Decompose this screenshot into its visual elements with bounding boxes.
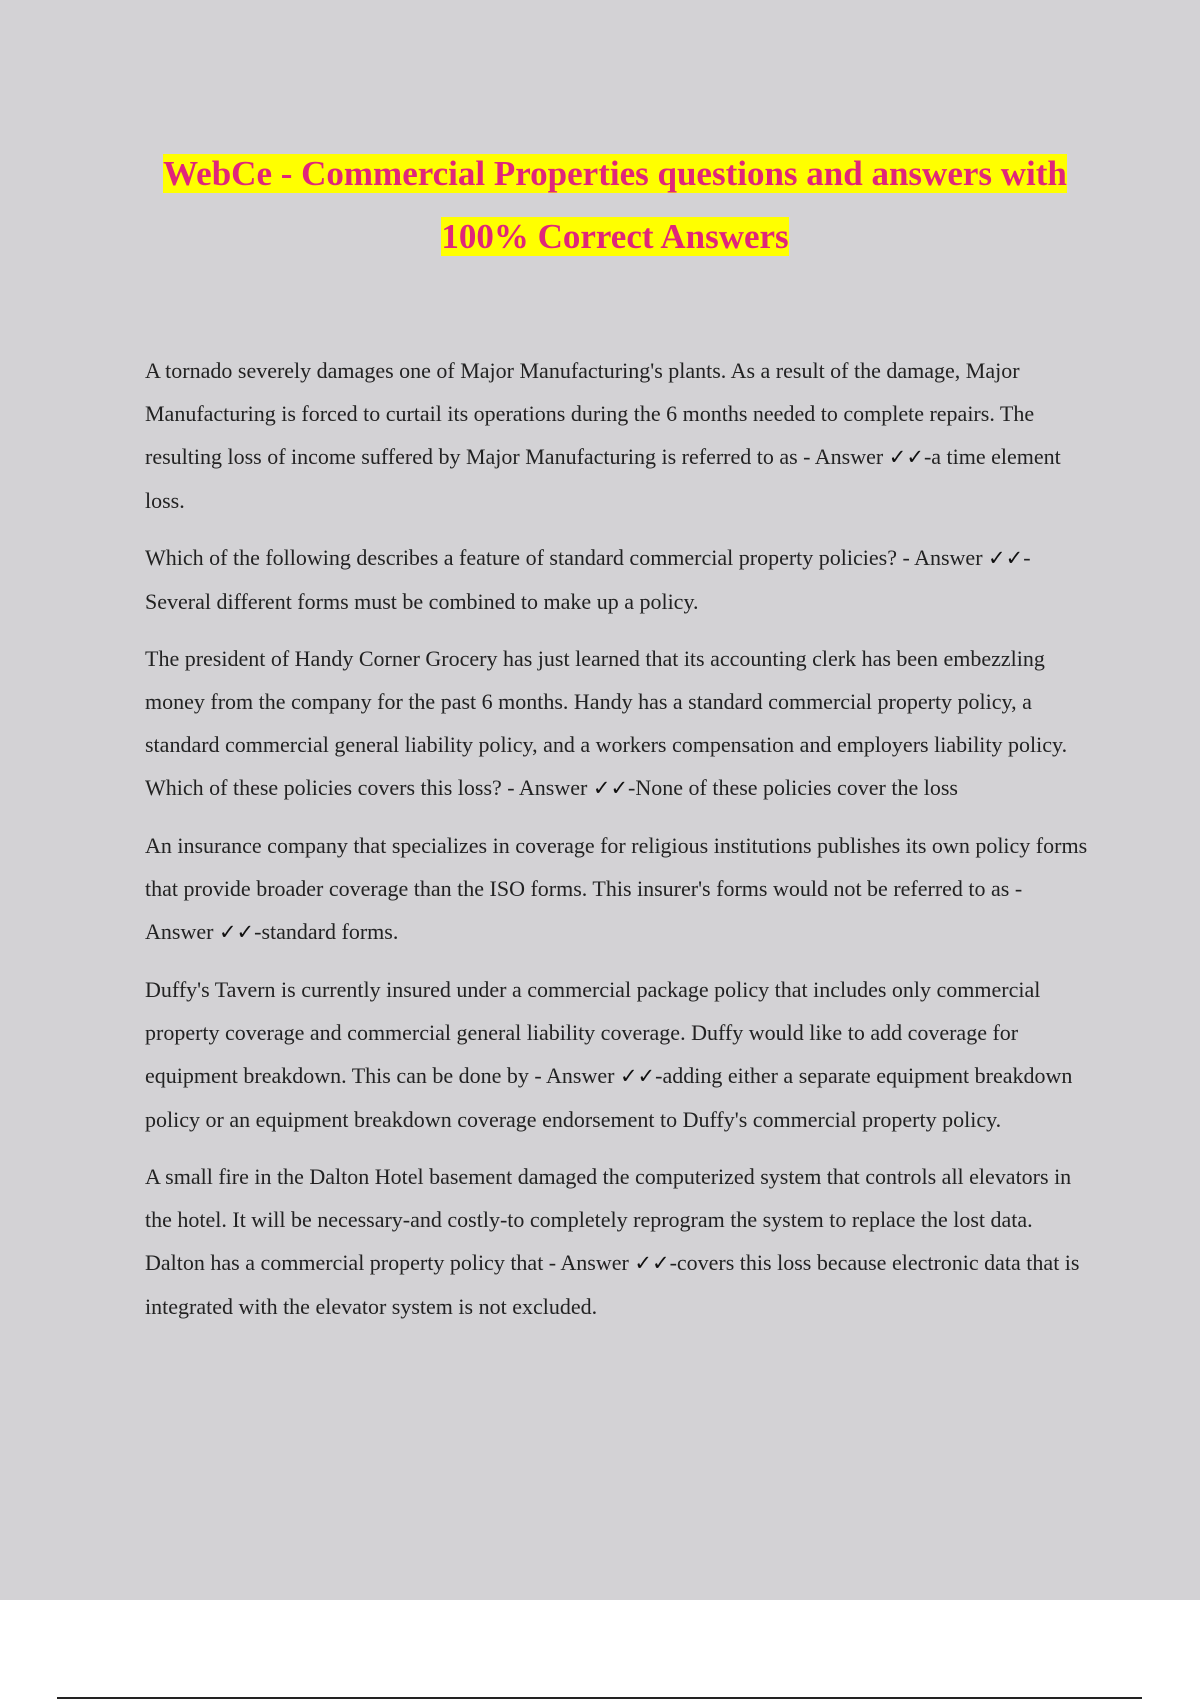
question-text: Duffy's Tavern is currently insured under a commercial package policy that includes only commercial property coverage and commercial general liability coverage. Duffy would like to add coverage for equipment breakdown. This can be done by - Answer xyxy=(145,977,1041,1088)
check-mark-icon: ✓✓ xyxy=(988,546,1024,570)
check-mark-icon: ✓✓ xyxy=(888,445,924,469)
page-title xyxy=(140,142,1090,268)
qa-item xyxy=(145,968,1090,1141)
check-mark-icon: ✓✓ xyxy=(634,1251,670,1275)
answer-text: -Several different forms must be combined to make up a policy. xyxy=(145,545,1031,614)
answer-text: -standard forms. xyxy=(254,919,399,944)
qa-item xyxy=(145,536,1090,623)
check-mark-icon: ✓✓ xyxy=(592,776,629,800)
question-text: Which of the following describes a feature of standard commercial property policies? - Answer xyxy=(145,545,989,570)
question-text: A small fire in the Dalton Hotel basement damaged the computerized system that controls all elevators in the hotel. It will be necessary-and costly-to completely reprogram the system to replace the lost data. Dalton has a commercial property policy that - Answer xyxy=(145,1164,1072,1275)
check-mark-icon: ✓✓ xyxy=(218,920,255,944)
check-mark-icon: ✓✓ xyxy=(619,1064,656,1088)
title-highlight: WebCe - Commercial Properties questions and answers with 100% Correct Answers xyxy=(163,154,1067,256)
qa-item xyxy=(145,349,1090,522)
answer-text: -covers this loss because electronic data that is integrated with the elevator system is not excluded. xyxy=(145,1250,1080,1319)
footer-divider xyxy=(57,1697,1142,1699)
question-text: A tornado severely damages one of Major Manufacturing's plants. As a result of the damage, Major Manufacturing is forced to curtail its operations during the 6 months needed to complete repairs. The resulting loss of income suffered by Major Manufacturing is referred to as - Answer xyxy=(145,358,1035,469)
answer-text: -a time element loss. xyxy=(145,444,1061,513)
question-text: The president of Handy Corner Grocery has just learned that its accounting clerk has been embezzling money from the company for the past 6 months. Handy has a standard commercial property policy, a standard commercial general liability policy, and a workers compensation and employers liability policy. Which of these policies covers this loss? - Answer xyxy=(145,646,1068,800)
qa-item xyxy=(145,637,1090,810)
answer-text: -adding either a separate equipment breakdown policy or an equipment breakdown coverage endorsement to Duffy's commercial property policy. xyxy=(145,1063,1073,1132)
qa-list xyxy=(145,349,1090,1342)
qa-item xyxy=(145,1155,1090,1328)
question-text: An insurance company that specializes in coverage for religious institutions publishes its own policy forms that provide broader coverage than the ISO forms. This insurer's forms would not be referred to as - Answer xyxy=(145,833,1088,944)
answer-text: -None of these policies cover the loss xyxy=(628,775,958,800)
qa-item xyxy=(145,824,1090,954)
